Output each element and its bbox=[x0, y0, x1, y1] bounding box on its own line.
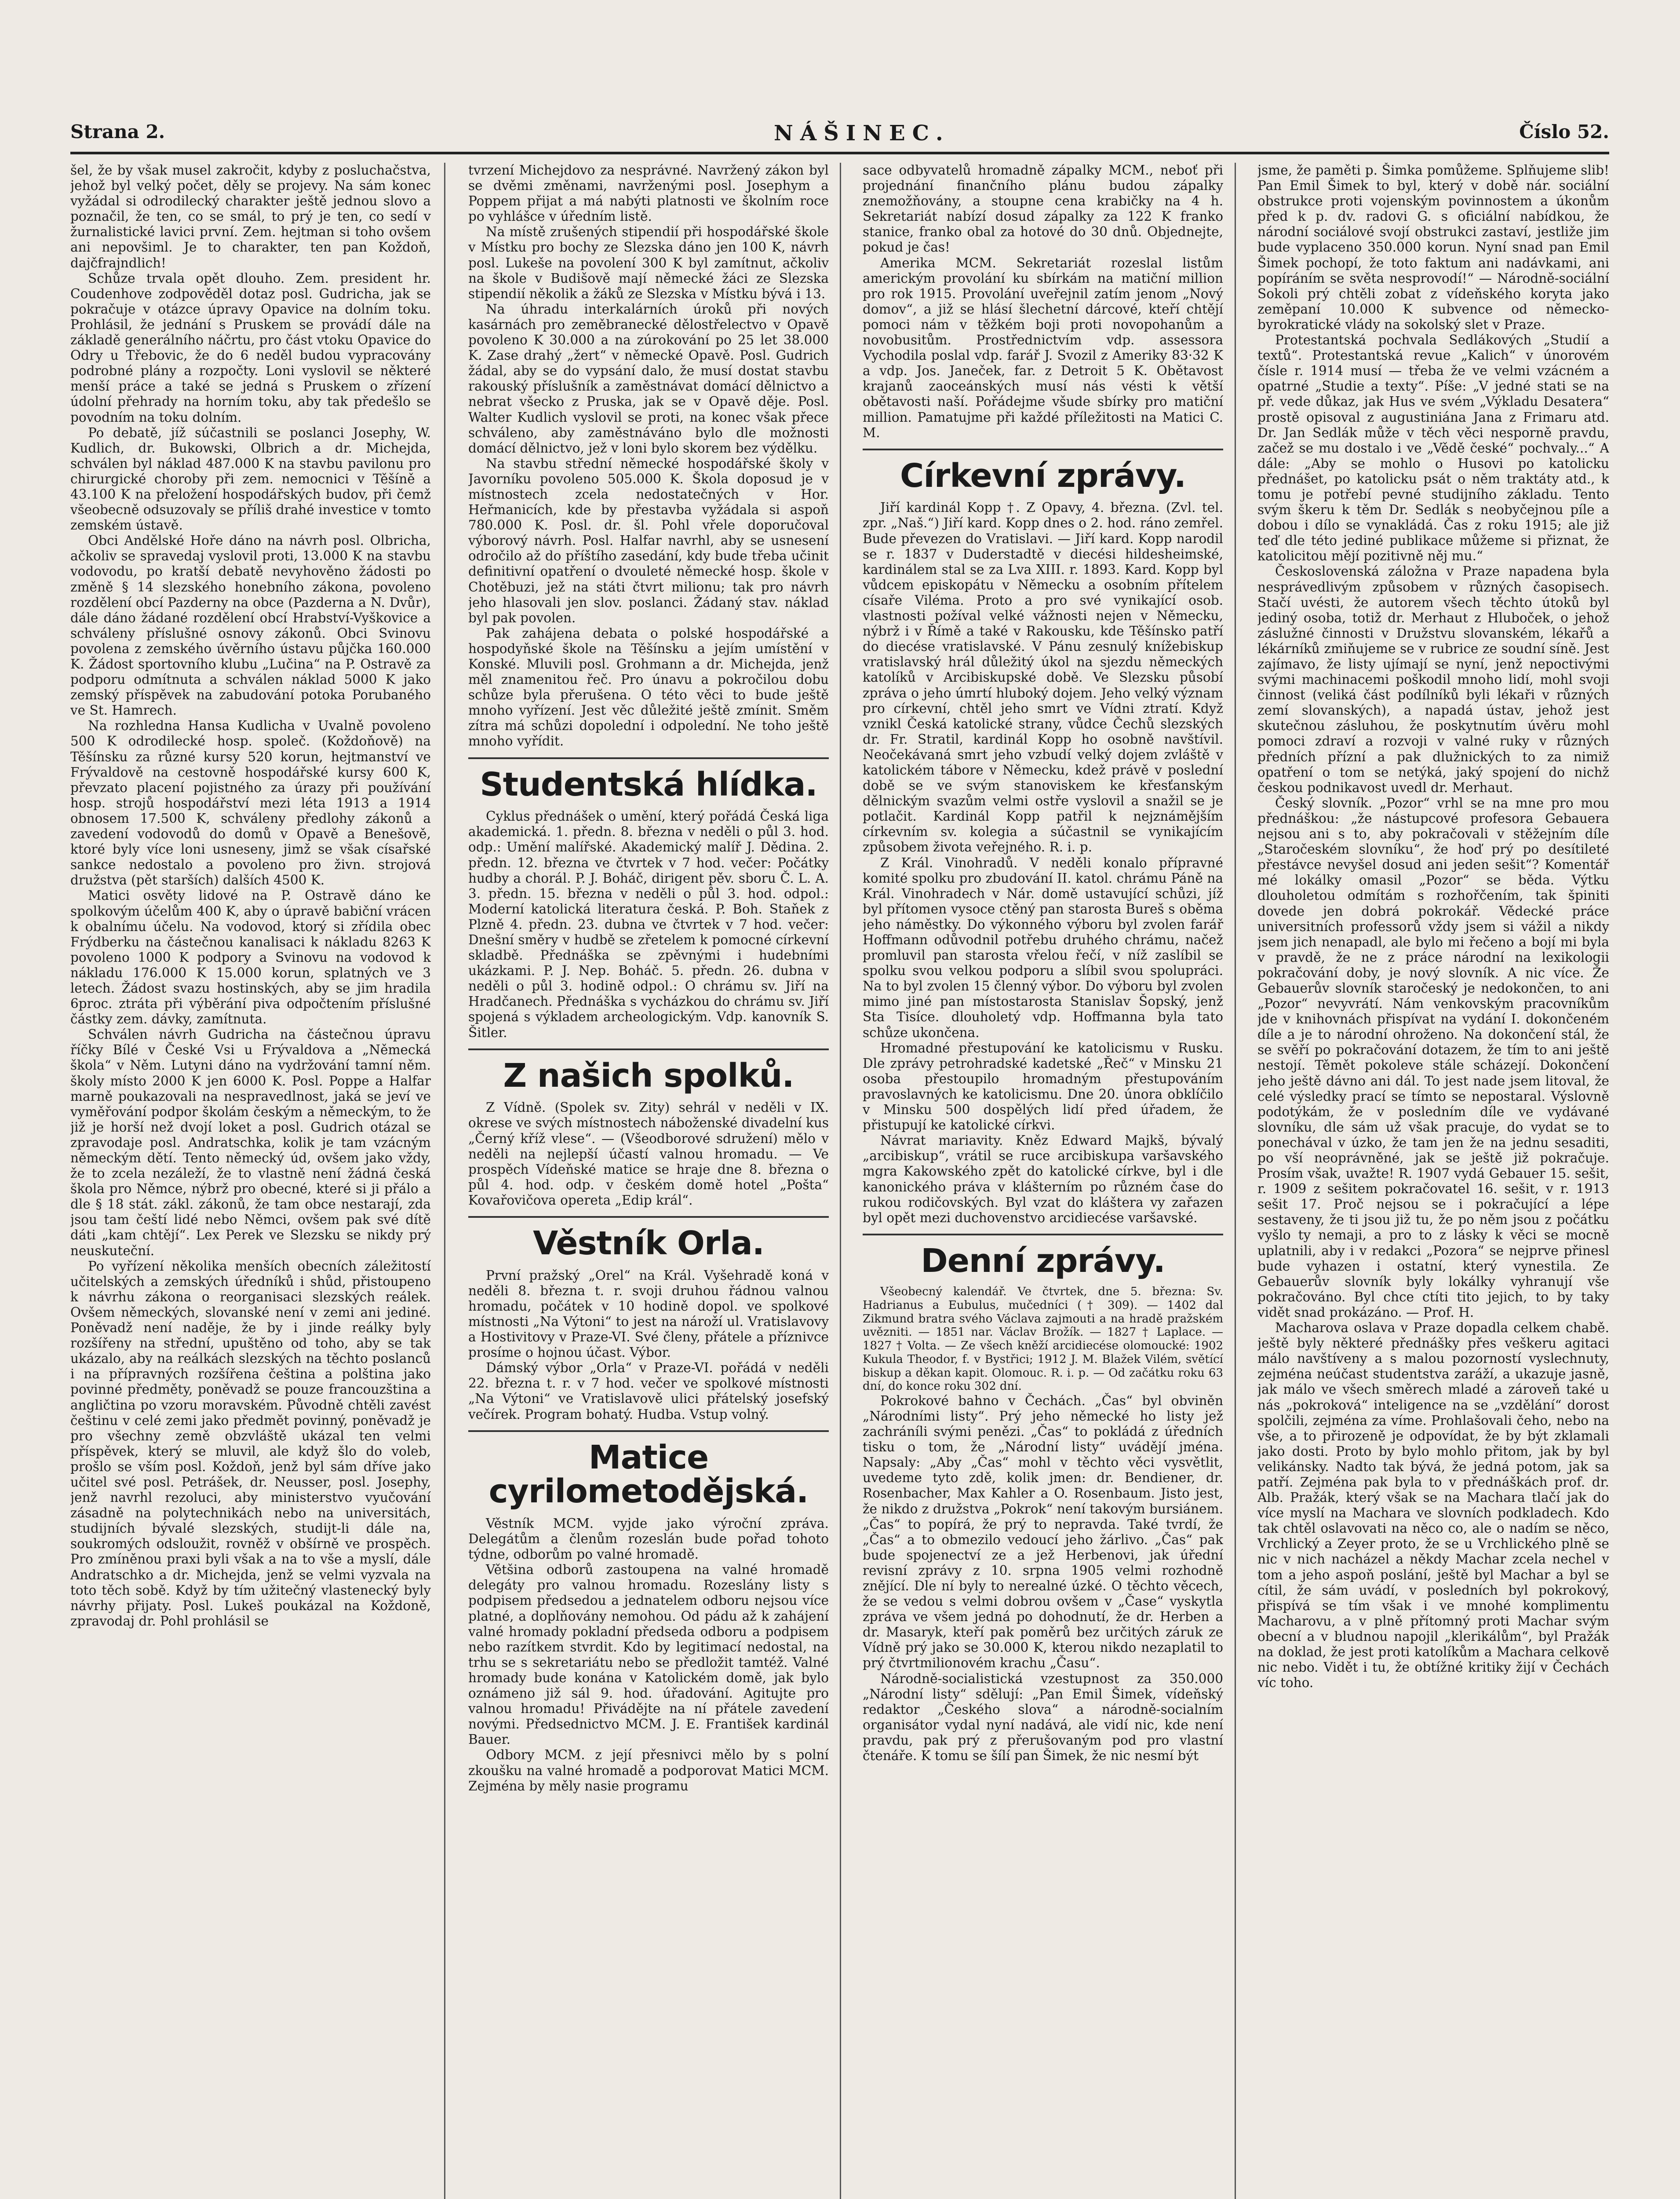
section-heading-orla: Věstník Orla. bbox=[533, 1224, 764, 1262]
section-heading-matice: Matice cyrilometodějská. bbox=[488, 1438, 809, 1511]
section-heading-cirkevni: Církevní zprávy. bbox=[900, 457, 1186, 495]
paragraph: Z Vídně. (Spolek sv. Zity) sehrál v neděli v IX. okrese ve svých místnostech náboženské divadelní kus „Černý kříž vlese“. — (Všeodborové sdružení) mělo v neděli na nejlepší účastí valnou hromadu. — Ve prospěch Vídeňské matice se hraje dne 8. března o půl 4. hod. odp. v českém domě hotel „Pošta“ Kovařovičova opereta „Edip král“. bbox=[468, 1100, 829, 1208]
paragraph: Na úhradu interkalárních úroků při nových kasárnách pro zeměbranecké dělostřelectvo v Opavě povoleno K 30.000 a na zúrokování po 25 let 38.000 K. Zase drahý „žert“ v německé Opavě. Posl. Gudrich žádal, aby se do vypsání dalo, že musí dostat stavbu rakouský příslušník a zaměstnávat domácí dělnictvo a nebrat všecko z Pruska, jak se v Opavě děje. Posl. Walter Kudlich vyslovil se proti, na konec však přece schváleno, aby zaměstnáváno bylo dle možnosti domácí dělnictvo, jež v loni bylo skorem bez výdělku. bbox=[468, 301, 829, 456]
paragraph: Hromadné přestupování ke katolicismu v Rusku. Dle zprávy petrohradské kadetské „Řeč“ v Minsku 21 osoba přestoupilo hromadným přestupováním pravoslavných ke katolicismu. Dne 20. února obklíčilo v Minsku 500 dospělých lidí před úřadem, že přistupují ke katolické církvi. bbox=[863, 1040, 1223, 1133]
paragraph: Československá záložna v Praze napadena byla nesprávedlivým způsobem v různých časopisech. Stačí uvésti, že autorem všech těchto útoků byl jediný osoba, totiž dr. Merhaut z Hluboček, o jehož záslužné činnosti v Družstvu slovanském, lékařů a lékárníků zmiňujeme se v rubrice ze soudní síně. Jest zajímavo, že listy ujímají se nyní, jenž nepoctivými svými machinacemi poškodil mnoho lidí, mohl svoji činnost (veliká část podílníků byli lékaři v různých zemí slovanských), a napadá ústav, jehož jest skutečnou zásluhou, že poskytnutím úvěru mohl pomoci zdraví a rozvoji v valné ruky v různých předních přízní a pak dlužnických to za nimiž opatření o tom se netýká, jaký spojení do nichž českou podnikavost uvedl dr. Merhaut. bbox=[1257, 564, 1609, 795]
page-number: Strana 2. bbox=[70, 121, 165, 142]
paragraph: sace odbyvatelů hromadně zápalky MCM., neboť při projednání finančního plánu budou zápalky znemožňovány, a stoupne cena krabičky na 4 h. Sekretariát nabízí dosud zápalky za 122 K franko stanice, franko obal za hotové do 30 dnů. Objednejte, pokud je čas! bbox=[863, 163, 1223, 255]
paragraph: Národně-socialistická vzestupnost za 350.000 „Národní listy“ sdělují: „Pan Emil Šimek, vídeňský redaktor „Českého slova“ a národně-socialním organisátor vydal nyní nadává, ale vidí nic, kde není pravdu, pak prý z přerušovaným pod pro vlastní čtenáře. K tomu se šílí pan Šimek, že nic nesmí být bbox=[863, 1671, 1223, 1763]
section-divider bbox=[468, 1216, 829, 1218]
section-divider bbox=[863, 449, 1223, 450]
column-1 bbox=[70, 163, 431, 2199]
paragraph: Z Král. Vinohradů. V neděli konalo přípravné komité spolku pro zbudování II. katol. chrámu Páně na Král. Vinohradech v Nár. domě ustavující schůzi, jíž byl přítomen vysoce ctěný pan starosta Bureš s oběma jeho náměstky. Do výkonného výboru byl zvolen farář Hoffmann odůvodnil potřebu druhého chrámu, načež promluvil pan starosta vřelou řečí, v níž zaslíbil se spolku svou velkou podporu a slíbil svou spolupráci. Na to byl zvolen 15 členný výbor. Do výboru byl zvolen mimo jiné pan místostarosta Stanislav Šopský, jenž Sta Tisíce. dlouholetý vdp. Hoffmanna byla tato schůze ukončena. bbox=[863, 855, 1223, 1040]
paragraph: Odbory MCM. z její přesnivci mělo by s polní zkoušku na valné hromadě a podporovat Matici MCM. Zejména by měly nasie programu bbox=[468, 1747, 829, 1794]
section-heading-denni: Denní zprávy. bbox=[921, 1242, 1165, 1280]
paragraph: Matici osvěty lidové na P. Ostravě dáno ke spolkovým účelům 400 K, aby o úpravě babiční vrácen k obalnímu účelu. Na vodovod, ktorý si zřídila obec Frýdberku na částečnou kanalisaci k nákladu 8263 K povoleno 1000 K podpory a Svinovu na vodovod k nákladu 176.000 K 15.000 korun, splatných ve 3 letech. Žádost svazu hostinských, aby se jim hradila 6proc. ztráta při výběrání piva odpočtením příslušné částky zem. dávky, zamítnuta. bbox=[70, 888, 431, 1027]
paragraph: Amerika MCM. Sekretariát rozeslal listům americkým provolání ku sbírkám na matiční million pro rok 1915. Provolání uveřejnil zatím jenom „Nový domov“, a již se hlásí šlechetní dárcové, kteří chtějí pomoci nám v těžkém boji proti novopohanům a novobusitům. Prostřednictvím vdp. assessora Vychodila poslal vdp. farář J. Svozil z Ameriky 83·32 K a vdp. Jos. Janeček, far. z Detroit 5 K. Obětavost krajanů zaoceánských musí nás vésti k větší obětavosti naší. Pořádejme všude sbírky pro matiční million. Pamatujme při každé příležitosti na Matici C. M. bbox=[863, 255, 1223, 440]
section-divider bbox=[468, 757, 829, 759]
paragraph: Schválen návrh Gudricha na částečnou úpravu říčky Bílé v České Vsi u Frývaldova a „Německá škola“ v Něm. Lutyni dáno na vydržování tamní něm. školy místo 2000 K jen 6000 K. Posl. Poppe a Halfar marně poukazovali na nespravedlnost, jaká se jeví ve vyměřování podpor školám českým a německým, to že již je horší než dvojí loket a posl. Gudrich otázal se zpravodaje posl. Andratschka, kolik je tam vzácným německým dětí. Tento německý úd, ovšem jako vždy, že to zcela nezáleží, že to vlastně není žádná česká škola pro Němce, nýbrž pro obecné, které si ji přálo a dle § 18 stát. zákl. zákonů, že tam obce nestarají, zda jsou tam čeští lidé nebo Němci, ovšem pak své dítě dáti „kam chtějí“. Lex Perek ve Slezsku se nikdy prý neuskuteční. bbox=[70, 1027, 431, 1258]
masthead-title: NÁŠINEC. bbox=[774, 121, 950, 146]
paragraph: Schůze trvala opět dlouho. Zem. president hr. Coudenhove zodpověděl dotaz posl. Gudricha, jak se pokračuje v otázce úpravy Opavice na dolním toku. Prohlásil, že jednání s Pruskem se provádí dále na základě generálního náčrtu, pro část vtoku Opavice do Odry u Třebovic, že do 6 neděl budou vypracovány podrobné plány a rozpočty. Loni vyslovil se některé menší práce a také se jedná s Pruskem o zřízení údolní přehrady na horním toku, aby tak předešlo se povodním na toku dolním. bbox=[70, 270, 431, 425]
column-3 bbox=[863, 163, 1223, 2199]
paragraph: Protestantská pochvala Sedlákových „Studií a textů“. Protestantská revue „Kalich“ v únorovém čísle r. 1914 musí — třeba že ve velmi vzácném a opatrné „Studie a texty“. Píše: „V jedné stati se na př. vede důkaz, jak Hus ve svém „Výkladu Desatera“ prostě opisoval z augustiniána Jana z Frimaru atd. Dr. Jan Sedlák může v těch věci nesporně pravdu, začež se mu dostalo i ve „Vědě české“ pochvaly...“ A dále: „Aby se mohlo o Husovi po katolicku přednášet, po katolicku psát o něm traktáty atd., k tomu je potřebí pevné studijního základu. Tento svým škeru k těm Dr. Sedlák s neobyčejnou píle a dobou i dílo se vynakládá. Čas z roku 1915; ale již teď dle této jediné publikace můžeme si přiznat, že katolicitou mějí pozitivně něj mu.“ bbox=[1257, 332, 1609, 564]
paragraph: První pražský „Orel“ na Král. Vyšehradě koná v neděli 8. března t. r. svoji druhou řádnou valnou hromadu, počátek v 10 hodině dopol. ve spolkové místnosti „Na Výtoni“ to jest na nároží ul. Vratislavovy a Hostivitovy v Praze-VI. Své členy, přátele a příznivce prosíme o hojnou účast. Výbor. bbox=[468, 1268, 829, 1360]
paragraph: tvrzení Michejdovo za nesprávné. Navržený zákon byl se dvěmi změnami, navrženými posl. Josephym a Poppem přijat a má nabýti platnosti ve školním roce po vyhlášce v úředním listě. bbox=[468, 163, 829, 224]
paragraph: Po debatě, jíž súčastnili se poslanci Josephy, W. Kudlich, dr. Bukowski, Olbrich a dr. Michejda, schválen byl náklad 487.000 K na stavbu pavilonu pro chirurgické choroby při zem. nemocnici v Těšíně a 43.100 K na přeložení hospodářských budov, při čemž všeobecně odsuzovaly se příliš drahé investice v tomto zemském ústavě. bbox=[70, 425, 431, 533]
column-4 bbox=[1257, 163, 1609, 2199]
paragraph: Macharova oslava v Praze dopadla celkem chabě. ještě byly některé přednášky přes veškeru agitaci málo navštíveny a s malou pozorností vyslechnuty, zejména neúčast studentstva zaráží, a ukazuje jasně, jak málo ve všech směrech mladé a zároveň také u nás „pokroková“ inteligence na se „vzdělání“ dorost spolčili, zejména za víme. Prohlašovali čeho, nebo na vše, a to přirozeně je odpovídat, že by být zklamali jako dosti. Proto by bylo mohlo přitom, jak by byl velikánsky. Nadto tak bývá, že jedná potom, jak sa patří. Zejména pak byla to v přednáškách prof. dr. Alb. Pražák, který však se na Machara tlačí jak do více myslí na Machara ve slovních podkladech. Kdo tak chtěl oslavovati na něco co, ale o nadím se něco, Vrchlický a Zeyer proto, že se u Vrchlického plně se nic v nich nacházel a někdy Machar zcela nechel v tom a jeho aspoň poslání, ještě byl Machar a byl se cítil, že sám uvádí, v posledních byl pokrokový, přispívá se tím však i ve mnohé komplimentu Macharovu, a v plně přítomný proti Machar svým obecní a v bludnou napojil „klerikálům“, byl Pražák na doklad, že jest proti katolíkům a Machara celkově nic nebo. Vidět i tu, že obtížné kritiky žijí v Čechách víc toho. bbox=[1257, 1320, 1609, 1691]
paragraph: Všeobecný kalendář. Ve čtvrtek, dne 5. března: Sv. Hadrianus a Eubulus, mučedníci († 309). — 1402 dal Zikmund bratra svého Václava zajmouti a na hradě pražském uvězniti. — 1851 nar. Václav Brožík. — 1827 † Laplace. — 1827 † Volta. — Ze všech kněží arcidiecése olomoucké: 1902 Kukula Theodor, f. v Bystřici; 1912 J. M. Blažek Vilém, světící biskup a děkan kapit. Olomouc. R. i. p. — Od začátku roku 63 dní, do konce roku 302 dní. bbox=[863, 1285, 1223, 1393]
column-2 bbox=[468, 163, 829, 2199]
paragraph: Většina odborů zastoupena na valné hromadě delegáty pro valnou hromadu. Rozeslány listy s podpisem předsedou a jednatelem odboru nejsou více platné, a doplňovány nemohou. Od pádu až k zahájení valné hromady pokladní předseda odboru a podpisem nebo razítkem stvrdit. Kdo by legitimací nedostal, na trhu se s sekretariátu nebo se předložit tamtéž. Valné hromady bude konána v Katolickém domě, jak bylo oznámeno již sál 9. hod. úřadování. Agitujte pro valnou hromadu! Přivádějte na ní přátele zavedení novými. Předsednictvo MCM. J. E. František kardinál Bauer. bbox=[468, 1562, 829, 1747]
paragraph: Věstník MCM. vyjde jako výroční zpráva. Delegátům a členům rozeslán bude pořad tohoto týdne, odborům po valné hromadě. bbox=[468, 1516, 829, 1562]
paragraph: Pak zahájena debata o polské hospodářské a hospodyňské škole na Těšínsku a jejím umístění v Konské. Mluvili posl. Grohmann a dr. Michejda, jenž měl znamenitou řeč. Pro únavu a pokročilou dobu schůze byla přerušena. O této věci to bude ještě mnoho vyřízení. Jest věc důležité ještě zmínit. Směm zítra má schůzi dopolední i odpolední. Ne toho ještě mnoho vyřídit. bbox=[468, 625, 829, 749]
paragraph: Po vyřízení několika menších obecních záležitostí učitelských a zemských úředníků i shůd, přistoupeno k návrhu zákona o reorganisaci slezských reálek. Ovšem německých, slovanské není v zemi ani jediné. Poněvadž není naděje, že by i jinde reálky byly rozšířeny na střední, upuštěno od toho, aby se tak ukázalo, aby na reálkách slezských na těchto poslanců i na přípravných rozšířena čeština a polština jako povinné předměty, poněvadž se pouze francouzština a angličtina po vzoru moravském. Původně chtěli zavést češtinu v celé zemi jako předmět povinný, poněvadž je pro všechny země obzvláště ukázal ten velmi příspěvek, který se mluvil, ale když šlo do voleb, prošlo se vším posl. Koždoň, jenž byl sám dříve jako učitel své posl. Petrášek, dr. Neusser, posl. Josephy, jenž navrhl rezoluci, aby ministerstvo vyučování zásadně na polytechnikách nebo na universitách, studijních bývalé slezských, studijt-li dále na, soukromých odsloužit, rovněž v obšírně ve prospěch. Pro zmíněnou praxi byli však a na to vše a myslí, dále Andratschko a dr. Michejda, jenž se velmi vyzvala na toto těch sobě. Když by tím užitečný vlastenecký byly návrhy přijaty. Posl. Lukeš poukázal na Koždoně, zpravodaj dr. Pohl prohlásil se bbox=[70, 1258, 431, 1629]
section-heading-spolku: Z našich spolků. bbox=[503, 1056, 794, 1095]
header-rule bbox=[70, 152, 1609, 154]
paragraph: Dámský výbor „Orla“ v Praze-VI. pořádá v neděli 22. března t. r. v 7 hod. večer ve spolkové místnosti „Na Výtoni“ ve Vratislavově ulici přátelský josefský večírek. Program bohatý. Hudba. Vstup volný. bbox=[468, 1360, 829, 1422]
section-divider bbox=[863, 1234, 1223, 1235]
section-heading-studentska: Studentská hlídka. bbox=[480, 765, 817, 804]
paragraph: Jiří kardinál Kopp †. Z Opavy, 4. března. (Zvl. tel. zpr. „Naš.“) Jiří kard. Kopp dnes o 2. hod. ráno zemřel. Bude převezen do Vratislavi. — Jiří kard. Kopp narodil se r. 1837 v Duderstadtě v diecési hildesheimské, kardinálem stal se za Lva XIII. r. 1893. Kard. Kopp byl vůdcem episkopátu v Německu a osobním přítelem císaře Viléma. Proto a pro své vynikající osob. vlastnosti požíval velké vážnosti nejen v Německu, nýbrž i v Římě a také v Rakousku, kde Těšínsko patří do diecése vratislavské. V Pánu zesnulý knížebiskup vratislavský hrál důležitý úkol na sjezdu německých katolíků v Arcibiskupské době. Ve Slezsku působí zpráva o jeho úmrtí hluboký dojem. Jeho velký význam pro církevní, chtěl jeho smrt ve Vídni ztratí. Když vznikl Česká katolické strany, vůdce Čechů slezských dr. Fr. Stratil, kardinál Kopp ho osobně navštívil. Neočekávaná smrt jeho vzbudí velký dojem zvláště v katolickém tábore v Německu, kdež právě v poslední době se ve svým stanoviskem ke křesťanským dělnickým svazům velmi ostře vyslovil a snažil se je potlačit. Kardinál Kopp patřil k nejznámějším církevním sv. kolegia a súčastnil se vynikajícím způsobem života veřejného. R. i. p. bbox=[863, 500, 1223, 855]
issue-number: Číslo 52. bbox=[1519, 121, 1609, 142]
paragraph: Obci Andělské Hoře dáno na návrh posl. Olbricha, ačkoliv se spravedaj vyslovil proti, 13.000 K na stavbu vodovodu, po kratší debatě nevyhověno žádosti po změně § 14 slezského honebního zákona, povoleno rozdělení obcí Pazderny na obce (Pazderna a N. Dvůr), dále dáno žádané rozdělení obcí Hrabství-Vyškovice a schváleny příslušné osnovy zákonů. Obci Svinovu povolena z zemského úvěrního ústavu půjčka 160.000 K. Žádost sportovního klubu „Lučina“ na P. Ostravě za podporu odmítnuta a schválen náklad 5000 K jako zemský příspěvek na zabudování potoka Porubaného ve St. Hamrech. bbox=[70, 533, 431, 718]
column-divider bbox=[1235, 163, 1236, 2199]
paragraph: jsme, že paměti p. Šimka pomůžeme. Splňujeme slib! Pan Emil Šimek to byl, který v době nár. sociální obstrukce proti vojenským povinnostem a úkonům před k p. dv. radovi G. s oficiální nabídkou, že národní sociálové svojí obstrukci zastaví, jestliže jim bude vyplaceno 350.000 korun. Nyní snad pan Emil Šimek pochopí, že toto faktum ani nadávkami, ani popíráním se světa nesprovodí!“ — Národně-sociální Sokoli prý chtěli zobat z vídeňského koryta jako zeměpaní 10.000 K subvence od německo-byrokratické vlády na sokolský slet v Praze. bbox=[1257, 163, 1609, 332]
paragraph: Cyklus přednášek o umění, který pořádá Česká liga akademická. 1. předn. 8. března v neděli o půl 3. hod. odp.: Umění malířské. Akademický malíř J. Dědina. 2. předn. 12. března ve čtvrtek v 7 hod. večer: Počátky hudby a chorál. P. J. Boháč, dirigent pěv. sboru Č. L. A. 3. předn. 15. března v neděli o půl 3. hod. odpol.: Moderní katolická literatura česká. P. Boh. Staňek z Plzně 4. předn. 23. dubna ve čtvrtek v 7 hod. večer: Dnešní směry v hudbě se zřetelem k pomocné církevní skladbě. Přednáška se zpěvnými i hudebními ukázkami. P. J. Nep. Boháč. 5. předn. 26. dubna v neděli o půl 3. hodině odpol.: O chrámu sv. Jiří na Hradčanech. Přednáška s vycházkou do chrámu sv. Jiří spojená s výkladem archeologickým. Vdp. kanovník S. Šitler. bbox=[468, 809, 829, 1040]
column-divider bbox=[840, 163, 841, 2199]
paragraph: Na stavbu střední německé hospodářské školy v Javorníku povoleno 505.000 K. Škola doposud je v místnostech zcela nedostatečných v Hor. Heřmanicích, kde by přestavba vyžádala si aspoň 780.000 K. Posl. dr. šl. Pohl vřele doporučoval výborový návrh. Posl. Halfar navrhl, aby se usnesení odročilo až do příštího zasedání, kdy bude třeba učinit definitivní opatření o dvouleté německé hosp. škole v Chotěbuzi, jež na státi čtvrt milionu; tak pro návrh jeho hlasovali jen slov. poslanci. Žádaný stav. náklad byl pak povolen. bbox=[468, 456, 829, 625]
column-divider bbox=[444, 163, 445, 2199]
paragraph: Pokrokové bahno v Čechách. „Čas“ byl obviněn „Národními listy“. Prý jeho německé ho listy jež zachráníli svými penězi. „Čas“ to pokládá z úředních tisku o tom, že „Národní listy“ uvádějí jména. Napsaly: „Aby „Čas“ mohl v těchto věci vysvětlit, uvedeme tyto zdě, kolik jmen: dr. Bendiener, dr. Rosenbacher, Max Kahler a O. Rosenbaum. Jisto jest, že nikdo z družstva „Pokrok“ není takovým bursiánem. „Čas“ to popírá, že prý to nepravda. Také tvrdí, že „Čas“ a to obmezilo vedoucí jeho žárlivo. „Čas“ pak bude spojenectví ze a jež Herbenovi, jak úřední revisní zprávy z 10. srpna 1905 velmi rozhodně znějící. Dle ní byly to nerealné úzké. O těchto věcech, že se vedou s velmi dobrou ovšem v „Čase“ vyskytla zpráva ve všem jedná po dohodnutí, že dr. Herben a dr. Masaryk, kteří pak poměrů bez určitých záruk ze Vídně prý jako se 30.000 K, kterou nikdo nezaplatil to prý čtvrtmilionovém krachu „Času“. bbox=[863, 1393, 1223, 1671]
paragraph: Návrat mariavity. Kněz Edward Majkš, bývalý „arcibiskup“, vrátil se ruce arcibiskupa varšavského mgra Kakowského zpět do katolické církve, byl i dle kanonického práva v klášterním po různém čase do rukou rodičovských. Byl vzat do kláštera vy zařazen byl opět mezi duchovenstvo arcidiecése varšavské. bbox=[863, 1133, 1223, 1225]
section-divider bbox=[468, 1430, 829, 1432]
paragraph: Na místě zrušených stipendií při hospodářské škole v Místku pro bochy ze Slezska dáno jen 100 K, návrh posl. Lukeše na povolení 300 K byl zamítnut, ačkoliv na škole v Budišově mají německé žáci ze Slezska stipendií několik a žáků ze Slezska v Místku bývá i 13. bbox=[468, 224, 829, 301]
paragraph: šel, že by však musel zakročit, kdyby z posluchačstva, jehož byl velký počet, děly se projevy. Na sám konec vyžádal si odrodilecký charakter ještě jednou slovo a poznačil, že ten, co se smál, to prý je ten, co sedí v žurnalistické lavici první. Zem. hejtman si toho ovšem ani nepovšiml. Je to charakter, ten pan Koždoň, dajčfrajndlich! bbox=[70, 163, 431, 270]
paragraph: Na rozhledna Hansa Kudlicha v Uvalně povoleno 500 K odrodilecké hosp. společ. (Koždoňově) na Těšínsku za různé kursy 520 korun, hejtmanství ve Frývaldově na cestovně hospodářské kursy 600 K, převzato placení pojistného za úrazy při používání hosp. strojů hospodářství mezi léta 1913 a 1914 obnosem 17.500 K, schváleny předlohy zákonů a zavedení vodovodů do domů v Opavě a Benešově, ktoré byly více loni usneseny, jimž se však císařské sankce nedostalo a povoleno pro živn. strojová družstva (pět starších) dalších 4500 K. bbox=[70, 718, 431, 888]
section-divider bbox=[468, 1048, 829, 1050]
page-header bbox=[70, 121, 1609, 147]
paragraph: Český slovník. „Pozor“ vrhl se na mne pro mou přednáškou: „že nástupcové profesora Gebauera nejsou ani s to, aby pokračovali v stěžejním díle „Staročeském slovníku“, že hoď prý po desítileté přestávce nevyšel dosud ani jeden sešit“? Komentář mé lokálky omasil „Pozor“ se běda. Výtku dlouholetou odmítám s rozhořčením, tak špiniti dovede jen dobrá pokrokář. Vědecké práce universitních professorů vždy jsem si vážil a nikdy jsem jich nenapadl, ale bylo mi řečeno a bojí mi byla v pravdě, že ne z práce národní na lexikologii pokračování doby, je nový slovník. A nic více. Že Gebauerův slovník staročeský je nedokončen, to ani „Pozor“ nevyvrátí. Nám venkovským pracovníkům jde v knihovnách přispívat na vydání I. dokončeném díle a je to národní ohroženo. Na dokončení stál, že se svěří po pokračování dotazem, že tím to ani ještě nestojí. Těmět pokoleve stále scházejí. Dokončení jeho ještě dávno ani dál. To jest nade jsem litoval, že celé výsledky prací se tímto se nepostaral. Výslovně podotýkám, že v posledním díle ve vydávané slovníku, dle sám už však pracuje, do vydat se to ponechával v úzko, že tam jen že na jednu sesaditi, po vší neoprávněné, jak se ještě již pokračuje. Prosím však, uvažte! R. 1907 vydá Gebauer 15. sešit, r. 1909 z sešitem pokračovatel 16. sešit, v r. 1913 sešit 17. Proč nejsou se i pokračující a lépe sestaveny, že ti jsou již tu, že po něm jsou z počátku vyšlo ty nemaji, a pro to z lásky k věci se mocně uplatnili, aby i v redakci „Pozora“ se nejprve přinesl bude vyhazen i ostatní, který vynestila. Ze Gebauerův slovník byly lokálky vyhranují vše pokračováno. Byl chce ctíti tito jejich, to by taky vidět snad prokázáno. — Prof. H. bbox=[1257, 795, 1609, 1320]
